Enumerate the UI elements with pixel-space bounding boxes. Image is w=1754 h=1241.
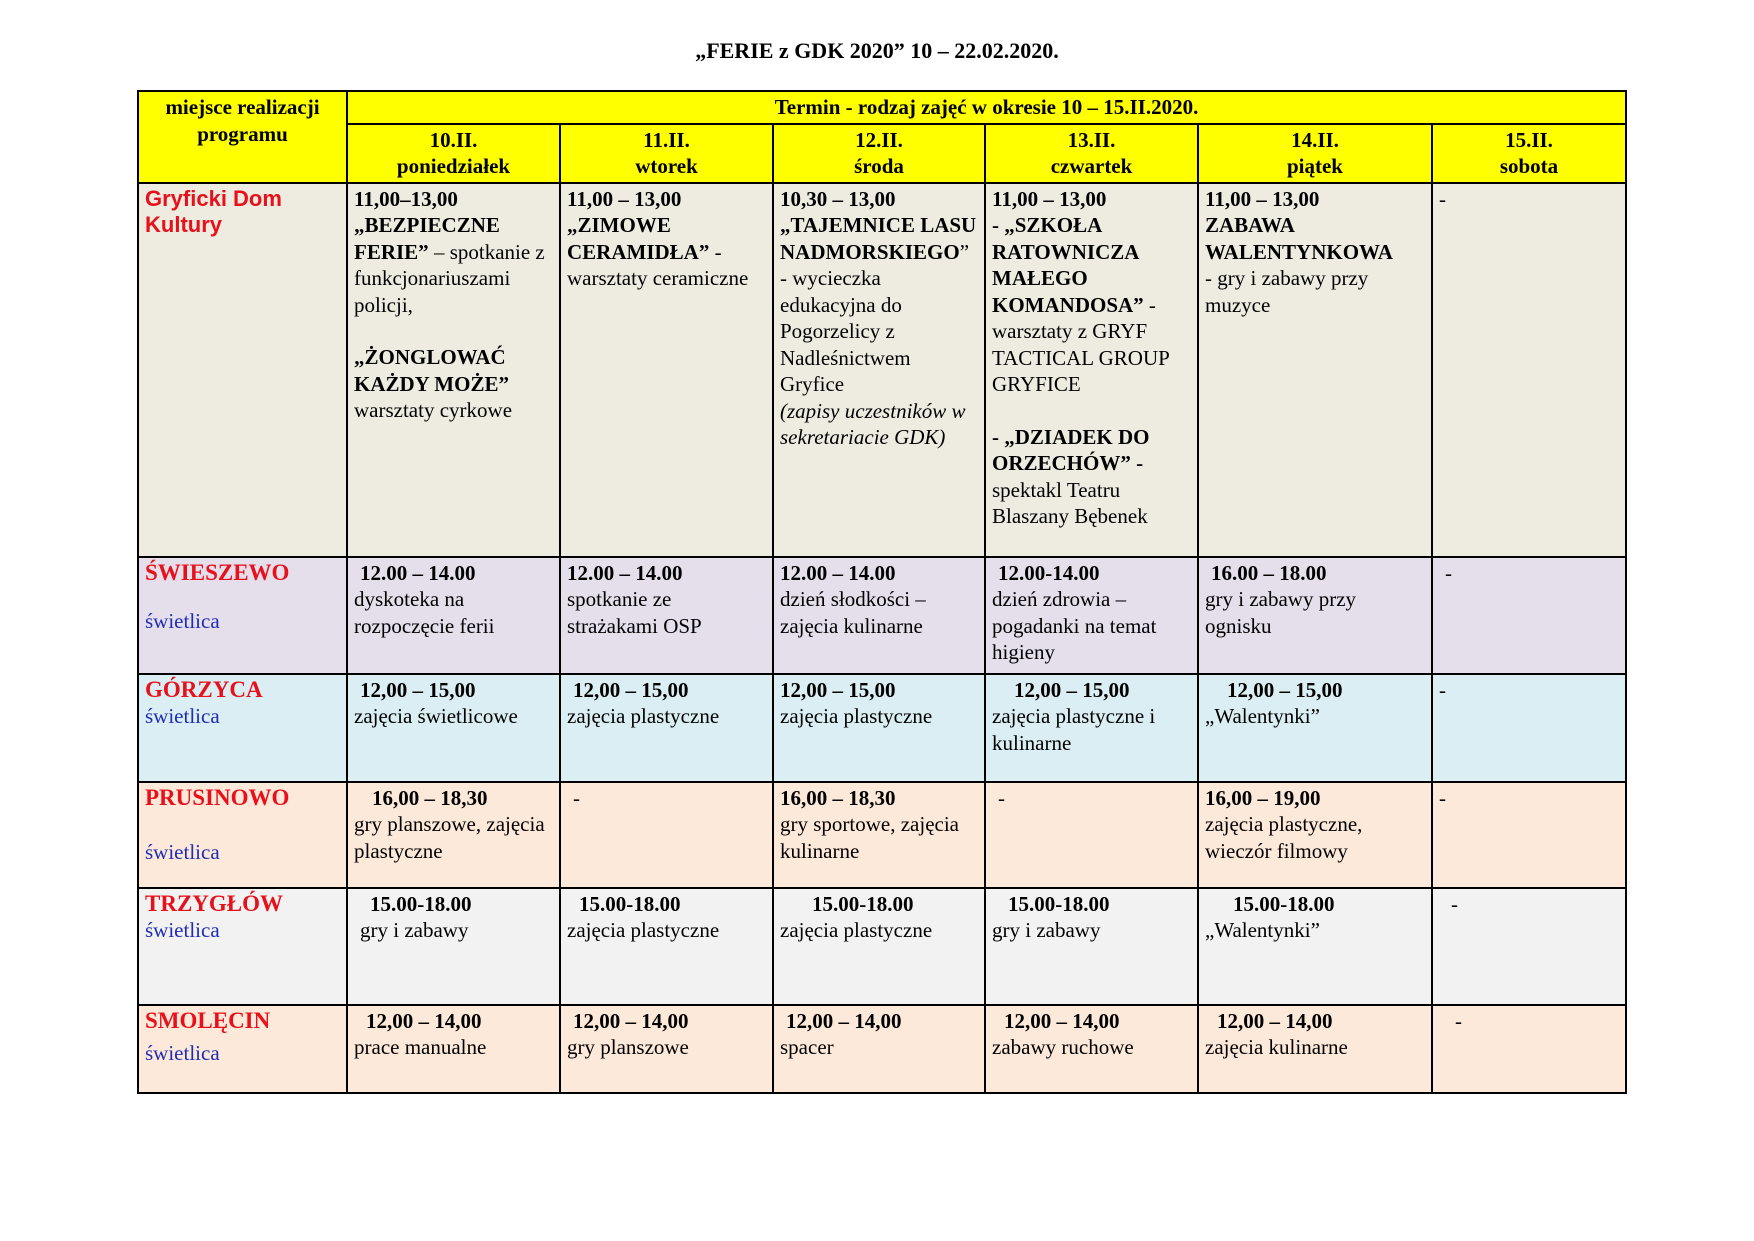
schedule-cell: 12,00 – 15,00 zajęcia plastyczne	[773, 674, 985, 782]
schedule-cell: 12,00 – 14,00 gry planszowe	[560, 1005, 773, 1093]
place-column-header: miejsce realizacji programu	[138, 91, 347, 183]
schedule-cell: 12,00 – 15,00 „Walentynki”	[1198, 674, 1432, 782]
schedule-cell: 12.00-14.00 dzień zdrowia – pogadanki na temat higieny	[985, 557, 1198, 674]
place-name: GÓRZYCA	[145, 676, 263, 702]
schedule-cell: 12,00 – 14,00 prace manualne	[347, 1005, 560, 1093]
schedule-cell: 16,00 – 18,30 gry planszowe, zajęcia plastyczne	[347, 782, 560, 888]
place-sub: świetlica	[145, 609, 220, 633]
place-cell	[138, 674, 347, 782]
schedule-cell: 15.00-18.00 zajęcia plastyczne	[773, 888, 985, 1005]
day-header-mon: 10.II. poniedziałek	[347, 124, 560, 183]
schedule-cell: 12,00 – 14,00 zabawy ruchowe	[985, 1005, 1198, 1093]
schedule-cell: 11,00–13,00 „BEZPIECZNE FERIE” – spotkanie z funkcjonariuszami policji, „ŻONGLOWAĆ KAŻDY MOŻE” warsztaty cyrkowe	[347, 183, 560, 557]
schedule-cell: 16.00 – 18.00 gry i zabawy przy ognisku	[1198, 557, 1432, 674]
period-header: Termin - rodzaj zajęć w okresie 10 – 15.II.2020.	[347, 91, 1626, 124]
place-sub: świetlica	[145, 1041, 220, 1065]
day-header-sat: 15.II. sobota	[1432, 124, 1626, 183]
place-name: ŚWIESZEWO	[145, 559, 290, 585]
table-row	[138, 888, 1626, 1005]
schedule-cell: 12,00 – 14,00 spacer	[773, 1005, 985, 1093]
place-sub: świetlica	[145, 704, 220, 728]
schedule-cell: 12.00 – 14.00 dzień słodkości – zajęcia kulinarne	[773, 557, 985, 674]
day-header-fri: 14.II. piątek	[1198, 124, 1432, 183]
document-title: „FERIE z GDK 2020” 10 – 22.02.2020.	[695, 38, 1059, 63]
schedule-cell: 12,00 – 15,00 zajęcia plastyczne i kulinarne	[985, 674, 1198, 782]
schedule-cell: 11,00 – 13,00 ZABAWA WALENTYNKOWA - gry i zabawy przy muzyce	[1198, 183, 1432, 557]
place-cell	[138, 1005, 347, 1093]
table-row	[138, 782, 1626, 888]
schedule-cell: 12,00 – 15,00 zajęcia plastyczne	[560, 674, 773, 782]
schedule-cell: 16,00 – 19,00 zajęcia plastyczne, wieczór filmowy	[1198, 782, 1432, 888]
schedule-cell: 15.00-18.00 gry i zabawy	[985, 888, 1198, 1005]
day-header-tue: 11.II. wtorek	[560, 124, 773, 183]
schedule-cell: 12.00 – 14.00 dyskoteka na rozpoczęcie ferii	[347, 557, 560, 674]
schedule-cell: -	[560, 782, 773, 888]
day-header-wed: 12.II. środa	[773, 124, 985, 183]
place-name: Gryficki Dom Kultury	[145, 185, 282, 237]
schedule-cell: 12,00 – 14,00 zajęcia kulinarne	[1198, 1005, 1432, 1093]
place-sub: świetlica	[145, 840, 220, 864]
schedule-cell: -	[1432, 557, 1626, 674]
schedule-cell: 15.00-18.00 zajęcia plastyczne	[560, 888, 773, 1005]
schedule-cell: 11,00 – 13,00 „ZIMOWE CERAMIDŁA” - warsztaty ceramiczne	[560, 183, 773, 557]
place-name: TRZYGŁÓW	[145, 890, 284, 916]
schedule-cell: 10,30 – 13,00 „TAJEMNICE LASU NADMORSKIEGO” - wycieczka edukacyjna do Pogorzelicy z Nadleśnictwem Gryfice (zapisy uczestników w sekretariacie GDK)	[773, 183, 985, 557]
schedule-cell: 15.00-18.00 gry i zabawy	[347, 888, 560, 1005]
place-name: SMOLĘCIN	[145, 1007, 271, 1033]
place-name: PRUSINOWO	[145, 784, 290, 810]
schedule-cell: 12,00 – 15,00 zajęcia świetlicowe	[347, 674, 560, 782]
day-header-thu: 13.II. czwartek	[985, 124, 1198, 183]
table-row	[138, 674, 1626, 782]
place-cell	[138, 557, 347, 674]
schedule-cell: 15.00-18.00 „Walentynki”	[1198, 888, 1432, 1005]
schedule-cell: -	[1432, 183, 1626, 557]
place-cell	[138, 183, 347, 557]
schedule-table	[137, 90, 1627, 1094]
place-sub: świetlica	[145, 918, 220, 942]
table-row	[138, 1005, 1626, 1093]
schedule-cell: -	[1432, 888, 1626, 1005]
place-cell	[138, 888, 347, 1005]
schedule-cell: 12.00 – 14.00 spotkanie ze strażakami OSP	[560, 557, 773, 674]
schedule-cell: 11,00 – 13,00 - „SZKOŁA RATOWNICZA MAŁEGO KOMANDOSA” - warsztaty z GRYF TACTICAL GROUP GRYFICE - „DZIADEK DO ORZECHÓW” - spektakl Teatru Blaszany Bębenek	[985, 183, 1198, 557]
schedule-cell: -	[1432, 782, 1626, 888]
table-row	[138, 557, 1626, 674]
table-row	[138, 183, 1626, 557]
schedule-cell: -	[1432, 1005, 1626, 1093]
place-cell	[138, 782, 347, 888]
schedule-cell: -	[985, 782, 1198, 888]
schedule-cell: -	[1432, 674, 1626, 782]
schedule-cell: 16,00 – 18,30 gry sportowe, zajęcia kulinarne	[773, 782, 985, 888]
